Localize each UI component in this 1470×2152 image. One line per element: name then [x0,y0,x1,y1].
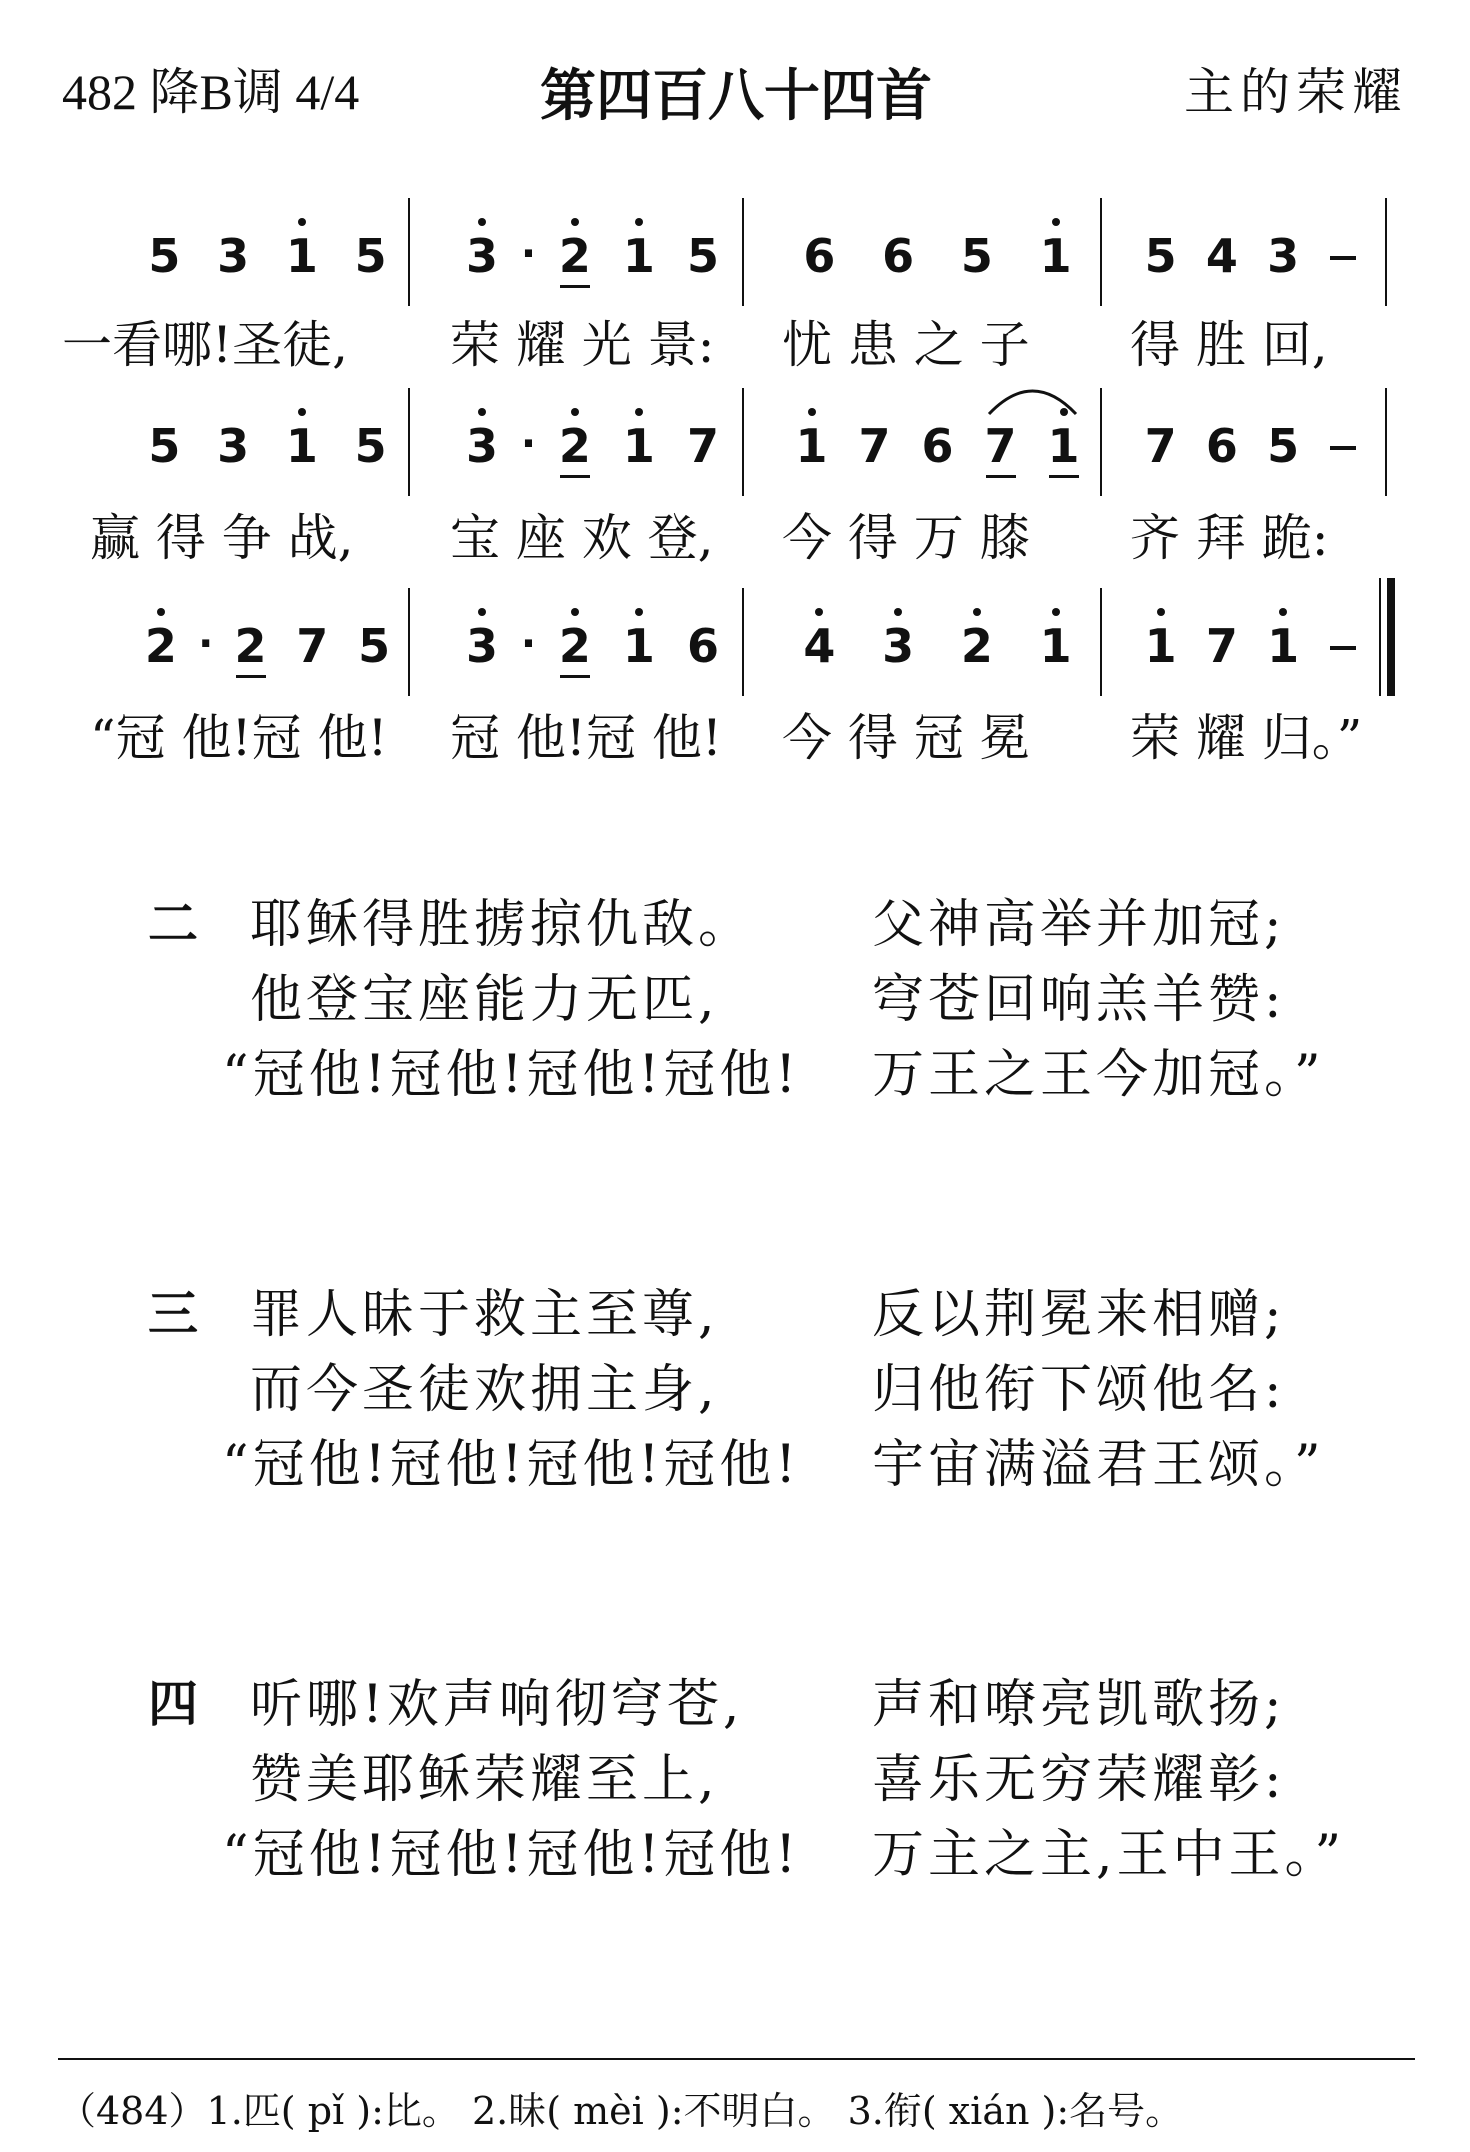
note: 2 [550,418,600,474]
note: 1 [614,618,664,674]
eighth-underline [986,475,1016,478]
verse-line-right: 喜乐无穷荣耀彰: [872,1750,1286,1810]
verse-line-left: 他登宝座能力无匹, [250,970,719,1030]
note: 1 [1031,228,1081,284]
note: 1 [1258,618,1308,674]
eighth-underline [560,285,590,288]
hymn-title: 第四百八十四首 [540,64,932,129]
barline [742,588,744,696]
hymn-category: 主的荣耀 [1184,63,1408,121]
note: 3 [457,618,507,674]
octave-dot [571,408,579,416]
note: 2 [226,618,276,674]
barline [408,198,410,306]
note: 7 [976,418,1026,474]
verse-line-left: “冠他!冠他!冠他!冠他! [222,1435,801,1495]
lyric-segment: 荣 耀 光 景: [450,316,715,374]
lyric-segment: 冠 他!冠 他! [450,709,722,767]
barline [1100,388,1102,496]
note: 5 [354,229,387,283]
note: 2 [136,618,186,674]
octave-dot [1279,608,1287,616]
barline [1385,388,1387,496]
note: 6 [803,229,836,283]
octave-dot [298,408,306,416]
eighth-underline [1049,475,1079,478]
lyric-segment: “冠 他!冠 他! [90,709,388,767]
octave-dot [894,608,902,616]
verse-line-right: 万主之主,王中王。” [872,1825,1346,1885]
augmentation-dot: · [198,621,214,667]
note: 5 [1144,229,1177,283]
lyric-segment: 荣 耀 归。” [1130,709,1363,767]
sustain-dash [1330,646,1356,650]
note: 5 [148,419,181,473]
note: 3 [217,229,250,283]
note: 5 [960,229,993,283]
barline [742,388,744,496]
octave-dot [478,218,486,226]
slur [981,378,1084,418]
note: 7 [1144,419,1177,473]
note: 7 [686,419,719,473]
verse-line-right: 穹苍回响羔羊赞: [872,970,1286,1030]
barline [1100,198,1102,306]
note: 5 [354,419,387,473]
footnote-rule [58,2058,1415,2060]
verse-line-left: “冠他!冠他!冠他!冠他! [222,1825,801,1885]
footnote: （484）1.匹( pǐ ):比。 2.昧( mèi ):不明白。 3.衔( xián ):名号。 [58,2089,1184,2133]
note: 1 [277,418,327,474]
verse-line-right: 反以荆冕来相赠; [872,1285,1286,1345]
augmentation-dot: · [520,421,537,467]
verse-line-left: 耶稣得胜掳掠仇敌。 [250,895,755,955]
note: 7 [1205,619,1238,673]
note: 1 [1031,618,1081,674]
octave-dot [478,408,486,416]
verse-line-left: “冠他!冠他!冠他!冠他! [222,1045,801,1105]
eighth-underline [560,475,590,478]
note: 6 [882,229,915,283]
verse-number: 二 [148,895,198,953]
note: 1 [787,418,837,474]
lyric-segment: 忧 患 之 子 [782,316,1030,374]
verse-number: 三 [148,1285,198,1343]
note: 1 [614,418,664,474]
verse-line-left: 而今圣徒欢拥主身, [250,1360,719,1420]
octave-dot [973,608,981,616]
octave-dot [1052,608,1060,616]
note: 4 [794,618,844,674]
octave-dot [635,608,643,616]
final-barline-thick [1387,578,1395,696]
lyric-segment: 今 得 万 膝 [782,509,1030,567]
note: 3 [457,418,507,474]
note: 3 [1267,229,1300,283]
verse-line-right: 父神高举并加冠; [872,895,1286,955]
final-barline-thin [1379,578,1381,696]
note: 1 [1039,418,1089,474]
verse-line-right: 归他衔下颂他名: [872,1360,1286,1420]
octave-dot [157,608,165,616]
verse-line-right: 声和嘹亮凯歌扬; [872,1675,1286,1735]
octave-dot [635,218,643,226]
eighth-underline [560,675,590,678]
verse-line-left: 赞美耶稣荣耀至上, [250,1750,719,1810]
verse-number: 四 [148,1675,198,1733]
header-left: 482 降B调 4/4 [62,64,360,120]
octave-dot [571,608,579,616]
note: 7 [296,619,329,673]
octave-dot [815,608,823,616]
barline [1100,588,1102,696]
sustain-dash [1330,446,1356,450]
verse-line-right: 万王之王今加冠。” [872,1045,1325,1105]
lyric-segment: 得 胜 回, [1130,316,1328,374]
octave-dot [808,408,816,416]
note: 5 [358,619,391,673]
note: 6 [1205,419,1238,473]
octave-dot [298,218,306,226]
note: 3 [457,228,507,284]
octave-dot [635,408,643,416]
augmentation-dot: · [520,621,537,667]
note: 4 [1205,229,1238,283]
octave-dot [1052,218,1060,226]
note: 2 [550,618,600,674]
note: 3 [217,419,250,473]
eighth-underline [236,675,266,678]
note: 5 [1267,419,1300,473]
note: 1 [1136,618,1186,674]
note: 7 [858,419,891,473]
augmentation-dot: · [520,231,537,277]
note: 3 [873,618,923,674]
note: 5 [148,229,181,283]
note: 5 [686,229,719,283]
lyric-segment: 赢 得 争 战, [90,509,354,567]
lyric-segment: 一看哪!圣徒, [62,316,348,374]
note: 1 [614,228,664,284]
note: 1 [277,228,327,284]
barline [1385,198,1387,306]
verse-line-left: 罪人昧于救主至尊, [250,1285,719,1345]
barline [408,388,410,496]
octave-dot [478,608,486,616]
barline [742,198,744,306]
lyric-segment: 齐 拜 跪: [1130,509,1329,567]
octave-dot [571,218,579,226]
sustain-dash [1330,256,1356,260]
lyric-segment: 今 得 冠 冕 [782,709,1030,767]
note: 2 [550,228,600,284]
verse-line-right: 宇宙满溢君王颂。” [872,1435,1325,1495]
note: 6 [686,619,719,673]
barline [408,588,410,696]
note: 2 [952,618,1002,674]
verse-line-left: 听哪!欢声响彻穹苍, [250,1675,744,1735]
lyric-segment: 宝 座 欢 登, [450,509,714,567]
octave-dot [1157,608,1165,616]
note: 6 [921,419,954,473]
